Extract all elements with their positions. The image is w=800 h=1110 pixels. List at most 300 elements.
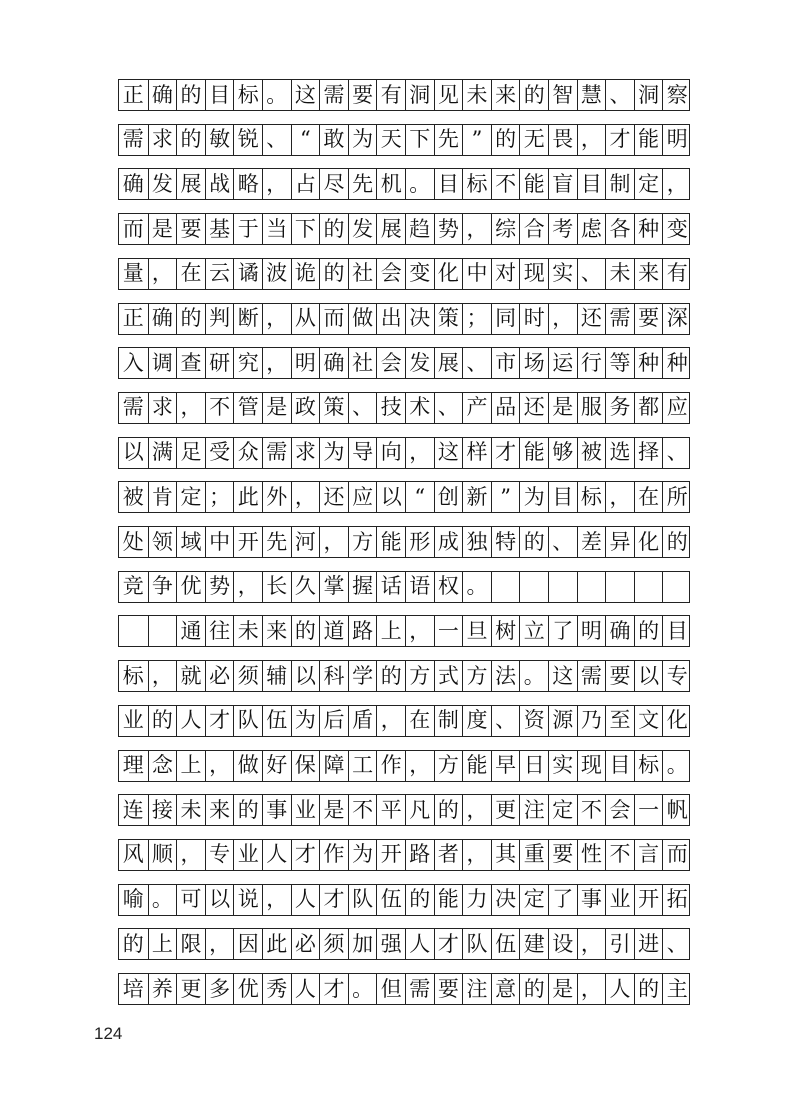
grid-cell: 市 xyxy=(491,348,520,378)
grid-cell: 可 xyxy=(176,885,205,915)
grid-cell: 。 xyxy=(662,751,691,781)
grid-cell: 的 xyxy=(376,661,405,691)
grid-cell: 先 xyxy=(348,169,377,199)
grid-cell: 秀 xyxy=(262,974,291,1004)
grid-cell: 云 xyxy=(205,259,234,289)
grid-cell: 业 xyxy=(233,840,262,870)
grid-cell: 更 xyxy=(491,795,520,825)
grid-cell: 而 xyxy=(662,840,691,870)
grid-cell: 方 xyxy=(405,661,434,691)
grid-row xyxy=(118,884,690,916)
grid-cell: 一 xyxy=(634,795,663,825)
grid-cell: 确 xyxy=(319,348,348,378)
grid-cell: 保 xyxy=(291,751,320,781)
grid-cell: 决 xyxy=(405,304,434,334)
grid-cell: 机 xyxy=(376,169,405,199)
grid-cell: 长 xyxy=(262,572,291,602)
grid-cell: 有 xyxy=(376,80,405,110)
grid-cell: 往 xyxy=(205,616,234,646)
grid-cell: 中 xyxy=(462,259,491,289)
grid-cell: 力 xyxy=(462,885,491,915)
grid-cell: ， xyxy=(405,751,434,781)
grid-cell: 能 xyxy=(462,751,491,781)
grid-cell: 这 xyxy=(291,80,320,110)
grid-cell: 正 xyxy=(122,82,144,107)
grid-cell: 喻 xyxy=(122,887,144,912)
grid-cell xyxy=(577,572,606,602)
grid-cell xyxy=(491,572,520,602)
grid-cell: 但 xyxy=(376,974,405,1004)
grid-cell: 事 xyxy=(262,795,291,825)
grid-cell: 做 xyxy=(233,751,262,781)
grid-cell: 了 xyxy=(548,616,577,646)
grid-cell: 要 xyxy=(634,304,663,334)
grid-cell: 展 xyxy=(176,169,205,199)
grid-cell: 以 xyxy=(634,661,663,691)
grid-cell: 制 xyxy=(605,169,634,199)
grid-cell: 下 xyxy=(291,214,320,244)
grid-cell: 选 xyxy=(605,438,634,468)
grid-row xyxy=(118,168,690,200)
grid-cell: 才 xyxy=(434,929,463,959)
grid-cell: 见 xyxy=(434,80,463,110)
grid-cell: 的 xyxy=(634,974,663,1004)
grid-cell: 等 xyxy=(605,348,634,378)
grid-cell: 的 xyxy=(148,706,177,736)
grid-cell: 优 xyxy=(176,572,205,602)
grid-cell: 新 xyxy=(462,482,491,512)
grid-cell: 从 xyxy=(291,304,320,334)
grid-cell: 法 xyxy=(491,661,520,691)
grid-cell: 发 xyxy=(405,348,434,378)
grid-cell: 标 xyxy=(577,482,606,512)
grid-cell xyxy=(634,572,663,602)
grid-cell: 标 xyxy=(634,751,663,781)
grid-row xyxy=(118,615,690,647)
grid-row xyxy=(118,303,690,335)
grid-cell: 科 xyxy=(319,661,348,691)
grid-cell: ， xyxy=(205,929,234,959)
grid-cell: 天 xyxy=(376,125,405,155)
grid-cell: 。 xyxy=(519,661,548,691)
grid-cell: 求 xyxy=(148,125,177,155)
grid-cell: 在 xyxy=(405,706,434,736)
grid-cell: 合 xyxy=(519,214,548,244)
grid-cell: ， xyxy=(577,929,606,959)
grid-cell: 不 xyxy=(577,795,606,825)
grid-row xyxy=(118,79,690,111)
grid-cell: 术 xyxy=(405,393,434,423)
grid-cell: 道 xyxy=(319,616,348,646)
grid-cell: 需 xyxy=(319,80,348,110)
grid-cell: 此 xyxy=(233,482,262,512)
grid-cell: 趋 xyxy=(405,214,434,244)
grid-cell: 须 xyxy=(233,661,262,691)
grid-cell: 限 xyxy=(176,929,205,959)
grid-cell: 开 xyxy=(233,527,262,557)
grid-cell: 势 xyxy=(205,572,234,602)
grid-cell: 标 xyxy=(462,169,491,199)
grid-cell: 领 xyxy=(148,527,177,557)
grid-cell: 处 xyxy=(122,529,144,554)
grid-cell: 、 xyxy=(605,80,634,110)
grid-cell: 务 xyxy=(605,393,634,423)
grid-cell: 要 xyxy=(176,214,205,244)
grid-cell: 的 xyxy=(519,527,548,557)
grid-cell: 语 xyxy=(405,572,434,602)
grid-cell: ， xyxy=(176,840,205,870)
grid-cell: 的 xyxy=(434,795,463,825)
grid-cell: 能 xyxy=(434,885,463,915)
grid-cell: ， xyxy=(577,125,606,155)
grid-cell: 产 xyxy=(462,393,491,423)
grid-cell: 略 xyxy=(233,169,262,199)
grid-cell: 顺 xyxy=(148,840,177,870)
grid-cell: 肯 xyxy=(148,482,177,512)
grid-cell: 是 xyxy=(548,393,577,423)
grid-cell: 作 xyxy=(319,840,348,870)
grid-cell: 都 xyxy=(634,393,663,423)
grid-cell: 能 xyxy=(634,125,663,155)
grid-cell: 中 xyxy=(205,527,234,557)
grid-cell: 事 xyxy=(577,885,606,915)
grid-cell: 不 xyxy=(348,795,377,825)
grid-row xyxy=(118,928,690,960)
grid-cell: 在 xyxy=(634,482,663,512)
grid-cell: ， xyxy=(405,616,434,646)
grid-cell: 要 xyxy=(605,661,634,691)
grid-cell: 究 xyxy=(233,348,262,378)
grid-cell: 目 xyxy=(605,751,634,781)
grid-cell: 后 xyxy=(319,706,348,736)
grid-cell: 定 xyxy=(176,482,205,512)
page-number: 124 xyxy=(94,1024,123,1043)
grid-cell: 洞 xyxy=(634,80,663,110)
grid-row xyxy=(118,437,690,469)
grid-cell: 对 xyxy=(491,259,520,289)
grid-cell: 的 xyxy=(319,214,348,244)
grid-cell: 未 xyxy=(462,80,491,110)
grid-cell: 特 xyxy=(491,527,520,557)
grid-cell: 社 xyxy=(348,259,377,289)
grid-cell: 综 xyxy=(491,214,520,244)
grid-cell: 主 xyxy=(662,974,691,1004)
grid-cell: ， xyxy=(262,304,291,334)
grid-cell: 成 xyxy=(434,527,463,557)
grid-cell: 确 xyxy=(148,304,177,334)
grid-cell: 多 xyxy=(205,974,234,1004)
grid-cell: 不 xyxy=(205,393,234,423)
grid-cell: 为 xyxy=(319,438,348,468)
grid-cell: 、 xyxy=(462,348,491,378)
grid-cell: ， xyxy=(262,169,291,199)
grid-cell: 政 xyxy=(291,393,320,423)
grid-cell: 能 xyxy=(519,169,548,199)
grid-row xyxy=(118,973,690,1005)
grid-cell: 畏 xyxy=(548,125,577,155)
grid-cell: 人 xyxy=(176,706,205,736)
grid-cell: 求 xyxy=(291,438,320,468)
grid-cell: 通 xyxy=(176,616,205,646)
grid-cell: 设 xyxy=(548,929,577,959)
grid-cell: 性 xyxy=(577,840,606,870)
grid-cell: 式 xyxy=(434,661,463,691)
grid-cell: ， xyxy=(605,482,634,512)
grid-cell: 各 xyxy=(605,214,634,244)
grid-cell: 连 xyxy=(122,797,144,822)
grid-cell: 的 xyxy=(233,795,262,825)
grid-cell: 敢 xyxy=(319,125,348,155)
grid-cell: 帆 xyxy=(662,795,691,825)
grid-cell: 化 xyxy=(634,527,663,557)
grid-cell: 需 xyxy=(577,661,606,691)
grid-cell: 注 xyxy=(519,795,548,825)
grid-cell: 现 xyxy=(519,259,548,289)
grid-cell: 能 xyxy=(376,527,405,557)
grid-cell: 伍 xyxy=(491,929,520,959)
grid-cell: 种 xyxy=(634,214,663,244)
grid-cell: 被 xyxy=(577,438,606,468)
grid-row xyxy=(118,124,690,156)
grid-cell: 为 xyxy=(348,840,377,870)
grid-cell: 是 xyxy=(148,214,177,244)
grid-cell: 必 xyxy=(291,929,320,959)
grid-cell: 队 xyxy=(233,706,262,736)
grid-cell: 断 xyxy=(233,304,262,334)
grid-cell: 众 xyxy=(233,438,262,468)
grid-cell: 变 xyxy=(405,259,434,289)
grid-cell: 开 xyxy=(376,840,405,870)
grid-cell: 队 xyxy=(462,929,491,959)
grid-cell: 乃 xyxy=(577,706,606,736)
grid-cell: ， xyxy=(176,393,205,423)
grid-cell: 要 xyxy=(548,840,577,870)
grid-cell xyxy=(662,572,691,602)
grid-cell: 以 xyxy=(376,482,405,512)
grid-cell: 须 xyxy=(319,929,348,959)
grid-cell xyxy=(605,572,634,602)
grid-cell: 在 xyxy=(176,259,205,289)
grid-cell: 这 xyxy=(548,661,577,691)
grid-cell: 人 xyxy=(291,885,320,915)
grid-cell: 以 xyxy=(122,440,144,465)
grid-cell: 以 xyxy=(205,885,234,915)
grid-cell: 目 xyxy=(577,169,606,199)
grid-cell: 实 xyxy=(548,259,577,289)
grid-cell: 业 xyxy=(122,708,144,733)
grid-cell: 培 xyxy=(122,976,144,1001)
grid-cell: 。 xyxy=(148,885,177,915)
grid-cell: 度 xyxy=(462,706,491,736)
grid-cell: ” xyxy=(491,482,520,512)
grid-cell: 久 xyxy=(291,572,320,602)
grid-cell: 养 xyxy=(148,974,177,1004)
grid-cell: 握 xyxy=(348,572,377,602)
grid-cell: 说 xyxy=(233,885,262,915)
grid-cell: 来 xyxy=(205,795,234,825)
grid-cell: 场 xyxy=(519,348,548,378)
grid-cell: 样 xyxy=(462,438,491,468)
grid-cell: ， xyxy=(462,840,491,870)
grid-row xyxy=(118,705,690,737)
grid-cell: ， xyxy=(462,214,491,244)
grid-cell: 念 xyxy=(148,751,177,781)
grid-cell: 的 xyxy=(176,304,205,334)
grid-cell: 智 xyxy=(548,80,577,110)
grid-cell: 其 xyxy=(491,840,520,870)
grid-cell: 因 xyxy=(233,929,262,959)
grid-cell: 以 xyxy=(291,661,320,691)
grid-row xyxy=(118,347,690,379)
grid-cell: 目 xyxy=(548,482,577,512)
grid-cell: 形 xyxy=(405,527,434,557)
grid-cell: 的 xyxy=(634,616,663,646)
grid-cell: 的 xyxy=(176,80,205,110)
grid-cell: 人 xyxy=(605,974,634,1004)
grid-cell: 运 xyxy=(548,348,577,378)
grid-cell: 至 xyxy=(605,706,634,736)
grid-cell: 于 xyxy=(233,214,262,244)
grid-row xyxy=(118,392,690,424)
grid-cell: 必 xyxy=(205,661,234,691)
grid-cell: 的 xyxy=(662,527,691,557)
grid-cell: 才 xyxy=(205,706,234,736)
grid-cell: 化 xyxy=(662,706,691,736)
grid-cell: 源 xyxy=(548,706,577,736)
grid-cell: 方 xyxy=(434,751,463,781)
grid-cell: 差 xyxy=(577,527,606,557)
grid-cell: 。 xyxy=(262,80,291,110)
grid-cell: 竞 xyxy=(122,574,144,599)
grid-cell: 就 xyxy=(176,661,205,691)
grid-cell: 策 xyxy=(434,304,463,334)
grid-cell: 队 xyxy=(348,885,377,915)
grid-cell: 应 xyxy=(662,393,691,423)
grid-cell: 调 xyxy=(148,348,177,378)
grid-cell: 战 xyxy=(205,169,234,199)
grid-cell: 还 xyxy=(519,393,548,423)
grid-cell: 先 xyxy=(262,527,291,557)
grid-cell: 入 xyxy=(122,350,144,375)
grid-cell: 此 xyxy=(262,929,291,959)
grid-cell: 目 xyxy=(205,80,234,110)
grid-cell: 路 xyxy=(348,616,377,646)
grid-cell: 会 xyxy=(605,795,634,825)
grid-cell: 旦 xyxy=(462,616,491,646)
grid-row xyxy=(118,839,690,871)
grid-cell: ， xyxy=(233,572,262,602)
grid-cell: 、 xyxy=(262,125,291,155)
grid-cell: 锐 xyxy=(233,125,262,155)
grid-cell: 策 xyxy=(319,393,348,423)
grid-cell: 足 xyxy=(176,438,205,468)
grid-cell: 的 xyxy=(491,125,520,155)
grid-cell: 才 xyxy=(605,125,634,155)
grid-cell: 满 xyxy=(148,438,177,468)
grid-cell: 还 xyxy=(577,304,606,334)
grid-cell: 确 xyxy=(122,171,144,196)
grid-cell: 要 xyxy=(434,974,463,1004)
grid-cell: 为 xyxy=(519,482,548,512)
grid-cell: 才 xyxy=(319,885,348,915)
grid-cell: 明 xyxy=(577,616,606,646)
grid-cell: 者 xyxy=(434,840,463,870)
grid-cell: 诡 xyxy=(291,259,320,289)
grid-cell: 展 xyxy=(376,214,405,244)
grid-cell: 时 xyxy=(519,304,548,334)
grid-cell: 标 xyxy=(233,80,262,110)
grid-cell: 目 xyxy=(662,616,691,646)
grid-cell: 确 xyxy=(605,616,634,646)
grid-cell: 作 xyxy=(376,751,405,781)
grid-cell: 接 xyxy=(148,795,177,825)
grid-cell: 是 xyxy=(262,393,291,423)
grid-cell: 慧 xyxy=(577,80,606,110)
grid-cell: 判 xyxy=(205,304,234,334)
grid-cell: 资 xyxy=(519,706,548,736)
grid-cell: 无 xyxy=(519,125,548,155)
grid-cell: 人 xyxy=(262,840,291,870)
grid-cell: 重 xyxy=(519,840,548,870)
grid-cell: 风 xyxy=(122,842,144,867)
grid-cell: 掌 xyxy=(319,572,348,602)
grid-cell: 受 xyxy=(205,438,234,468)
grid-cell: 伍 xyxy=(376,885,405,915)
grid-cell: 加 xyxy=(348,929,377,959)
grid-cell: 的 xyxy=(319,259,348,289)
grid-cell: 确 xyxy=(148,80,177,110)
grid-cell: 被 xyxy=(122,484,144,509)
grid-cell: ， xyxy=(148,259,177,289)
grid-cell: 决 xyxy=(491,885,520,915)
grid-cell: 。 xyxy=(405,169,434,199)
grid-cell: 未 xyxy=(176,795,205,825)
grid-row xyxy=(118,258,690,290)
grid-cell: 拓 xyxy=(662,885,691,915)
grid-cell: 才 xyxy=(491,438,520,468)
grid-cell: 域 xyxy=(176,527,205,557)
grid-cell: 树 xyxy=(491,616,520,646)
grid-cell: ， xyxy=(376,706,405,736)
grid-cell: ， xyxy=(577,974,606,1004)
grid-cell: 会 xyxy=(376,259,405,289)
grid-cell xyxy=(548,572,577,602)
grid-cell: 业 xyxy=(291,795,320,825)
grid-cell: 意 xyxy=(491,974,520,1004)
grid-cell: 日 xyxy=(519,751,548,781)
grid-cell: 同 xyxy=(491,304,520,334)
grid-cell: 的 xyxy=(291,616,320,646)
grid-cell: 强 xyxy=(376,929,405,959)
grid-cell: 洞 xyxy=(405,80,434,110)
grid-cell: 河 xyxy=(291,527,320,557)
grid-cell: 上 xyxy=(176,751,205,781)
grid-cell: 来 xyxy=(634,259,663,289)
grid-cell: 创 xyxy=(434,482,463,512)
grid-cell: 目 xyxy=(434,169,463,199)
grid-cell: 、 xyxy=(434,393,463,423)
grid-cell: ， xyxy=(148,661,177,691)
grid-cell: 理 xyxy=(122,753,144,777)
grid-cell: 外 xyxy=(262,482,291,512)
grid-cell: 、 xyxy=(348,393,377,423)
grid-cell: 占 xyxy=(291,169,320,199)
grid-cell: 好 xyxy=(262,751,291,781)
grid-cell: 有 xyxy=(662,259,691,289)
grid-cell xyxy=(119,616,148,646)
grid-cell: 波 xyxy=(262,259,291,289)
grid-cell: ， xyxy=(319,527,348,557)
